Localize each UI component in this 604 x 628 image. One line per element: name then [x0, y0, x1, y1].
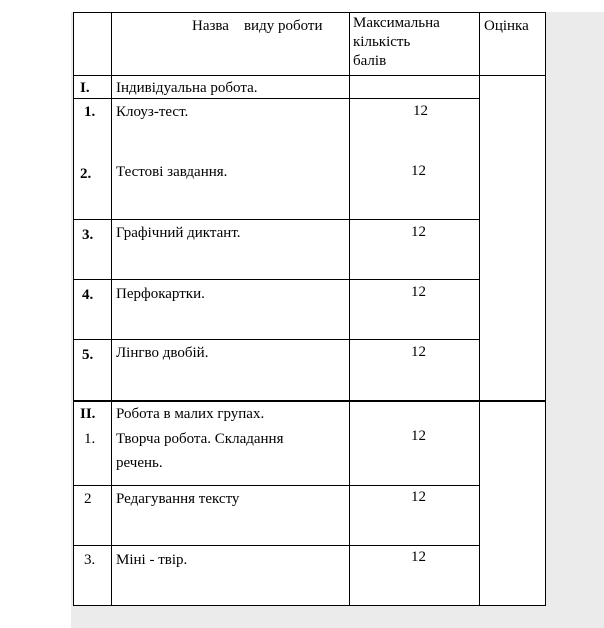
header-max-points-line3: балів	[353, 53, 387, 69]
row-points: 12	[411, 224, 426, 240]
row-points: 12	[411, 284, 426, 300]
row-divider	[73, 219, 480, 220]
row-number: 3.	[84, 552, 96, 568]
row-label: Тестові завдання.	[116, 164, 228, 180]
row-points: 12	[411, 489, 426, 505]
row-number: 3.	[82, 227, 94, 243]
row-divider	[73, 279, 480, 280]
section2-title: Робота в малих групах.	[116, 406, 265, 422]
row-label: Перфокартки.	[116, 286, 205, 302]
row-label: Графічний диктант.	[116, 225, 241, 241]
row-label: Міні - твір.	[116, 552, 188, 568]
row-number: 4.	[82, 287, 94, 303]
header-name-column: Назва виду роботи	[192, 18, 323, 34]
section2-roman-number: II.	[80, 406, 96, 422]
row-points: 12	[411, 163, 426, 179]
row-label: Клоуз-тест.	[116, 104, 189, 120]
row-label-line2: речень.	[116, 455, 163, 471]
row-points: 12	[411, 344, 426, 360]
row-divider	[73, 339, 480, 340]
row-number: 1.	[84, 431, 96, 447]
row-label: Лінгво двобій.	[116, 345, 209, 361]
row-label: Редагування тексту	[116, 491, 240, 507]
row-number: 5.	[82, 347, 94, 363]
table-border-left	[73, 12, 74, 606]
column-divider-points	[479, 12, 480, 606]
header-max-points-line1: Максимальна	[353, 15, 440, 31]
section-divider	[73, 400, 546, 402]
row-number: 1.	[84, 104, 96, 120]
header-max-points-line2: кількість	[353, 34, 411, 50]
row-points: 12	[411, 549, 426, 565]
row-points: 12	[413, 103, 428, 119]
row-points: 12	[411, 428, 426, 444]
table-border-bottom	[73, 605, 546, 606]
row-label-line1: Творча робота. Складання	[116, 431, 284, 447]
header-row-divider	[73, 75, 546, 76]
column-divider-name	[349, 12, 350, 606]
table-border-top	[73, 12, 546, 13]
header-grade-column: Оцінка	[484, 18, 529, 34]
row-number: 2	[84, 491, 92, 507]
column-divider-number	[111, 12, 112, 606]
table-border-right	[545, 12, 546, 606]
section1-title: Індивідуальна робота.	[116, 80, 258, 96]
section1-roman-number: I.	[80, 80, 90, 96]
row-number: 2.	[80, 166, 92, 182]
